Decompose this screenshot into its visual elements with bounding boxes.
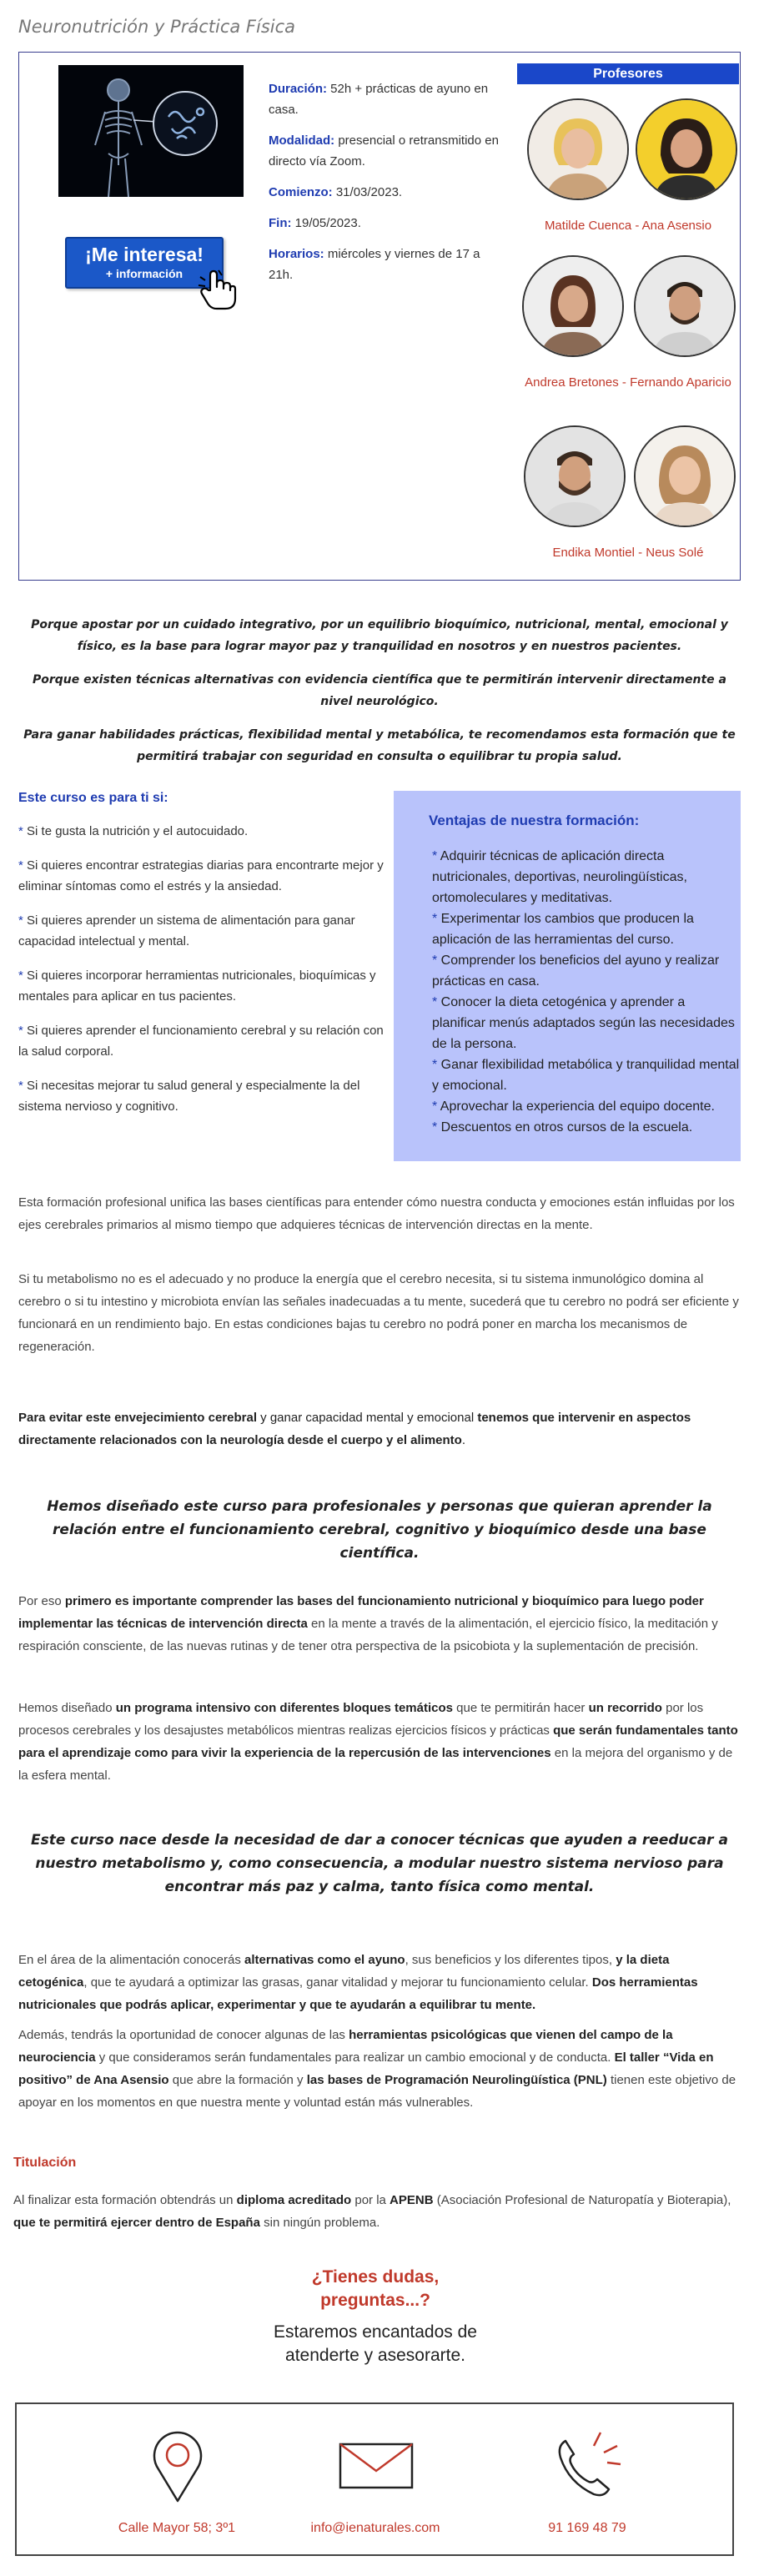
professor-names-3: Endika Montiel - Neus Solé — [552, 546, 704, 560]
info-end: Fin: 19/05/2023. — [269, 216, 361, 230]
mail-icon[interactable] — [339, 2428, 414, 2503]
info-schedule: Horarios: miércoles y viernes de 17 a 21h. — [269, 247, 480, 282]
advantage-item: * Aprovechar la experiencia del equipo docente. — [432, 1099, 715, 1114]
professors-header: Profesores — [517, 63, 739, 84]
advantages-list — [432, 846, 741, 1138]
course-for-item: * Si necesitas mejorar tu salud general y especialmente la del sistema nervioso y cognitivo. — [18, 1079, 360, 1114]
advantages-box — [394, 791, 741, 1161]
contact-address[interactable]: Calle Mayor 58; 3º1 — [118, 2521, 236, 2535]
cta-sub-label: + información — [105, 267, 183, 280]
quote-1: Hemos diseñado este curso para profesionales y personas que quieran aprender la relación entre el funcionamiento cerebral, cognitivo y bioquímico desde una base científica. — [47, 1498, 712, 1562]
advantage-item: * Conocer la dieta cetogénica y aprender a planificar menús adaptados según las necesidades de la persona. — [432, 995, 735, 1051]
body-paragraph-2: Si tu metabolismo no es el adecuado y no produce la energía que el cerebro necesita, si tu sistema inmunológico domina al cerebro o si tu intestino y microbiota envían las señales inadecuadas a tu mente, sucederá que tu cerebro no podrá ser eficiente y funcionará en un rendimiento bajo. En estas condiciones bajas tu cerebro no podrá poner en marcha los mecanismos de regeneración. — [18, 1272, 739, 1354]
professor-avatar — [522, 255, 624, 357]
titulacion-paragraph: Al finalizar esta formación obtendrás un diploma acreditado por la APENB (Asociación Profesional de Naturopatía y Bioterapia), que te permitirá ejercer dentro de España sin ningún problema. — [13, 2193, 731, 2230]
course-for-item: * Si quieres encontrar estrategias diarias para encontrarte mejor y eliminar síntomas como el estrés y la ansiedad. — [18, 858, 384, 893]
course-info — [269, 78, 504, 295]
assistance-text: Estaremos encantados de atenderte y asesorarte. — [274, 2322, 477, 2365]
info-start: Comienzo: 31/03/2023. — [269, 185, 403, 199]
quote-2: Este curso nace desde la necesidad de dar a conocer técnicas que ayuden a reeducar a nuestro metabolismo y, como consecuencia, a modular nuestro sistema nervioso para encontrar más paz y calma, tanto física como mental. — [31, 1832, 728, 1895]
advantage-item: * Descuentos en otros cursos de la escuela. — [432, 1120, 693, 1135]
cta-main-label: ¡Me interesa! — [85, 244, 204, 265]
course-for-title: Este curso es para ti si: — [18, 791, 168, 805]
course-for-list — [18, 821, 385, 1130]
skeleton-illustration — [58, 65, 244, 197]
location-pin-icon[interactable] — [140, 2428, 215, 2503]
course-for-item: * Si te gusta la nutrición y el autocuidado. — [18, 824, 249, 838]
professor-avatar — [527, 98, 629, 200]
page-title: Neuronutrición y Práctica Física — [18, 17, 296, 37]
phone-icon[interactable] — [550, 2428, 626, 2503]
advantages-title: Ventajas de nuestra formación: — [429, 813, 640, 828]
titulacion-heading: Titulación — [13, 2156, 77, 2170]
body-paragraph-3: Para evitar este envejecimiento cerebral y ganar capacidad mental y emocional tenemos que intervenir en aspectos directamente relacionados con la neurología desde el cuerpo y el alimento. — [18, 1411, 691, 1447]
body-paragraph-7: Además, tendrás la oportunidad de conocer algunas de las herramientas psicológicas que vienen del campo de la neurociencia y que consideramos serán fundamentales para realizar un cambio emocional y de conducta. El taller “Vida en positivo” de Ana Asensio que abre la formación y las bases de Programación Neurolingüística (PNL) tienen este objetivo de apoyar en los momentos en que nuestra mente y voluntad están más vulnerables. — [18, 2028, 736, 2110]
advantage-item: * Adquirir técnicas de aplicación directa nutricionales, deportivas, neurolingüísticas, ortomoleculares y meditativas. — [432, 849, 687, 905]
course-for-item: * Si quieres aprender el funcionamiento cerebral y su relación con la salud corporal. — [18, 1024, 384, 1059]
pointer-hand-icon — [197, 269, 237, 312]
intro-paragraph-1: Porque apostar por un cuidado integrativo, por un equilibrio bioquímico, nutricional, mental, emocional y físico, es la base para lograr mayor paz y tranquilidad en nosotros y en nuestros pacientes. — [31, 618, 728, 653]
professor-names-1: Matilde Cuenca - Ana Asensio — [544, 219, 712, 233]
info-duration: Duración: 52h + prácticas de ayuno en casa. — [269, 82, 489, 117]
professor-avatar — [524, 425, 626, 527]
advantage-item: * Ganar flexibilidad metabólica y tranquilidad mental y emocional. — [432, 1058, 740, 1093]
advantage-item: * Experimentar los cambios que producen la aplicación de las herramientas del curso. — [432, 912, 694, 947]
body-paragraph-4: Por eso primero es importante comprender las bases del funcionamiento nutricional y bioquímico para luego poder implementar las técnicas de intervención directa en la mente a través de la alimentación, el ejercicio físico, la meditación y respiración consciente, de las nuevas rutinas y de tener otra perspectiva de la psicobiota y la suplementación de precisión. — [18, 1594, 718, 1653]
professor-avatar — [636, 98, 737, 200]
advantage-item: * Comprender los beneficios del ayuno y realizar prácticas en casa. — [432, 953, 720, 989]
contact-email[interactable]: info@ienaturales.com — [310, 2521, 440, 2535]
info-modality: Modalidad: presencial o retransmitido en directo vía Zoom. — [269, 133, 499, 169]
course-for-item: * Si quieres incorporar herramientas nutricionales, bioquímicas y mentales para aplicar en tus pacientes. — [18, 969, 376, 1004]
course-for-item: * Si quieres aprender un sistema de alimentación para ganar capacidad intelectual y mental. — [18, 913, 355, 948]
questions-heading: ¿Tienes dudas, preguntas...? — [311, 2267, 440, 2310]
body-paragraph-5: Hemos diseñado un programa intensivo con diferentes bloques temáticos que te permitirán hacer un recorrido por los procesos cerebrales y los desajustes metabólicos mientras realizas ejercicios físicos y prácticas que serán fundamentales tanto para el aprendizaje como para vivir la experiencia de la repercusión de las intervenciones en la mejora del organismo y de la esfera mental. — [18, 1701, 738, 1783]
professor-avatar — [634, 425, 736, 527]
professor-names-2: Andrea Bretones - Fernando Aparicio — [525, 375, 731, 390]
contact-phone[interactable]: 91 169 48 79 — [548, 2521, 626, 2535]
professor-avatar — [634, 255, 736, 357]
contact-box — [15, 2402, 734, 2556]
intro-paragraph-2: Porque existen técnicas alternativas con evidencia científica que te permitirán intervenir directamente a nivel neurológico. — [33, 673, 726, 708]
body-paragraph-1: Esta formación profesional unifica las bases científicas para entender cómo nuestra conducta y emociones están influidas por los ejes cerebrales primarios al mismo tiempo que adquieres técnicas de intervención directas en la mente. — [18, 1195, 735, 1232]
body-paragraph-6: En el área de la alimentación conocerás alternativas como el ayuno, sus beneficios y los diferentes tipos, y la dieta cetogénica, que te ayudará a optimizar las grasas, ganar vitalidad y mejorar tu funcionamiento celular. Dos herramientas nutricionales que podrás aplicar, experimentar y que te ayudarán a equilibrar tu mente. — [18, 1953, 698, 2012]
intro-paragraph-3: Para ganar habilidades prácticas, flexibilidad mental y metabólica, te recomendamos esta formación que te permitirá trabajar con seguridad en consulta o equilibrar tu propia salud. — [23, 728, 736, 763]
hero-image — [58, 65, 244, 197]
